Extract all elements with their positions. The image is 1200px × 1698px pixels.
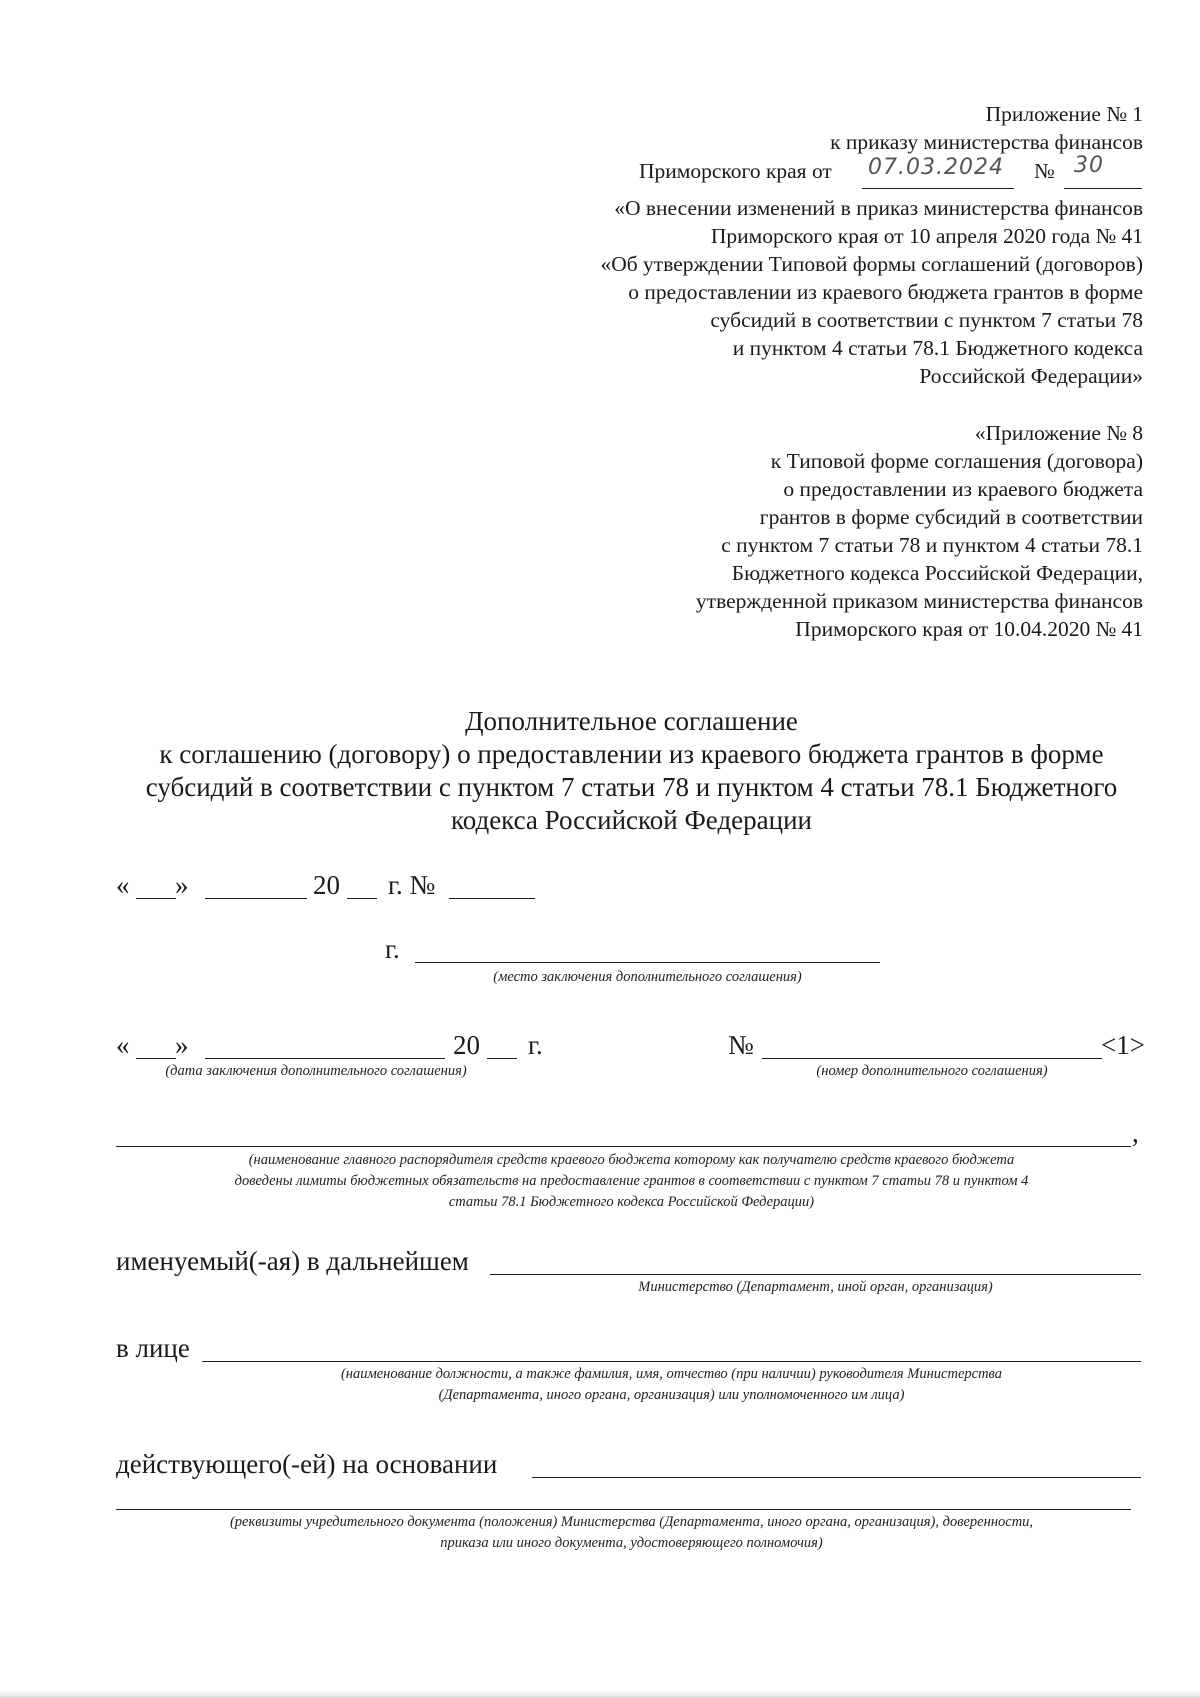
footnote-marker: <1> [1101,1030,1145,1060]
basis-field-continued[interactable] [116,1509,1131,1510]
appendix1-line: субсидий в соответствии с пунктом 7 статьи 78 [710,308,1143,332]
distributor-caption-line: статьи 78.1 Бюджетного кодекса Российской Федерации) [448,1194,815,1210]
number2-label: № [728,1030,754,1060]
basis-field[interactable] [532,1477,1141,1478]
person-caption-line: (наименование должности, а также фамилия, имя, отчество (при наличии) руководителя Министерства [340,1366,1003,1382]
basis-caption-line: (реквизиты учредительного документа (положения) Министерства (Департамента, иного органа, организация), доверенности, [229,1514,1034,1530]
named-caption: Министерство (Департамент, иной орган, организация) [638,1279,993,1295]
appendix1-order-line: к приказу министерства финансов [830,130,1143,154]
year-field[interactable] [347,898,377,899]
appendix1-line: и пунктом 4 статьи 78.1 Бюджетного кодекса [732,336,1143,360]
person-caption-line: (Департамента, иного органа, организация) или уполномоченного им лица) [438,1387,905,1403]
appendix8-line: Приморского края от 10.04.2020 № 41 [795,617,1143,641]
appendix1-line: о предоставлении из краевого бюджета грантов в форме [628,280,1143,304]
appendix8-line: Бюджетного кодекса Российской Федерации, [731,561,1143,585]
appendix8-line: о предоставлении из краевого бюджета [783,477,1143,501]
distributor-caption-line: (наименование главного распорядителя средств краевого бюджета которому как получателю средств краевого бюджета [248,1152,1015,1168]
year-number-label: г. № [388,870,436,900]
number2-field[interactable] [762,1058,1102,1059]
handwritten-number: 30 [1074,153,1104,178]
named-field[interactable] [490,1274,1141,1275]
appendix8-line: «Приложение № 8 [974,421,1143,445]
handwritten-date: 07.03.2024 [868,155,1004,180]
appendix8-line: грантов в форме субсидий в соответствии [759,505,1143,529]
year2-prefix: 20 [453,1030,480,1060]
month-field[interactable] [205,898,307,899]
city-field[interactable] [415,962,880,963]
appendix8-line: утвержденной приказом министерства финансов [695,589,1143,613]
person-field[interactable] [202,1361,1141,1362]
appendix1-title: Приложение № 1 [985,102,1143,126]
day-field[interactable] [136,898,176,899]
year2-suffix: г. [528,1030,543,1060]
date2-caption: (дата заключения дополнительного соглашения) [165,1063,467,1079]
appendix1-date-prefix: Приморского края от [639,159,832,183]
named-label: именуемый(-ая) в дальнейшем [116,1246,469,1276]
date2-close-quote: » [175,1030,189,1060]
appendix1-line: «Об утверждении Типовой формы соглашений (договоров) [600,252,1143,276]
date-underline [862,188,1014,189]
appendix8-line: с пунктом 7 статьи 78 и пунктом 4 статьи 78.1 [721,533,1143,557]
person-label: в лице [116,1333,190,1363]
year2-field[interactable] [487,1058,517,1059]
document-title: Дополнительное соглашение [465,706,798,736]
number-field[interactable] [449,898,535,899]
month2-field[interactable] [205,1058,445,1059]
city-label: г. [385,934,400,964]
page-edge [0,1690,1200,1698]
date-close-quote: » [175,870,189,900]
date-open-quote: « [116,870,130,900]
order-number-underline [1064,188,1142,189]
distributor-caption-line: доведены лимиты бюджетных обязательств на предоставление грантов в соответствии с пунктом 7 статьи 78 и пунктом 4 [234,1173,1029,1189]
appendix8-line: к Типовой форме соглашения (договора) [770,449,1143,473]
document-subtitle-line: кодекса Российской Федерации [450,805,812,835]
basis-label: действующего(-ей) на основании [116,1449,498,1479]
appendix1-line: Российской Федерации» [919,364,1143,388]
year-prefix: 20 [313,870,340,900]
order-number-label: № [1034,159,1055,183]
document-subtitle-line: к соглашению (договору) о предоставлении из краевого бюджета грантов в форме [159,739,1104,769]
day2-field[interactable] [136,1058,176,1059]
appendix1-line: Приморского края от 10 апреля 2020 года № 41 [710,224,1143,248]
distributor-comma: , [1132,1118,1139,1148]
number2-caption: (номер дополнительного соглашения) [816,1063,1048,1079]
city-caption: (место заключения дополнительного соглашения) [493,969,802,985]
appendix1-date-line [639,157,832,185]
basis-caption-line: приказа или иного документа, удостоверяющего полномочия) [440,1535,823,1551]
date2-open-quote: « [116,1030,130,1060]
appendix1-line: «О внесении изменений в приказ министерства финансов [614,196,1143,220]
distributor-field[interactable] [116,1146,1131,1147]
document-subtitle-line: субсидий в соответствии с пунктом 7 статьи 78 и пунктом 4 статьи 78.1 Бюджетного [145,772,1118,802]
